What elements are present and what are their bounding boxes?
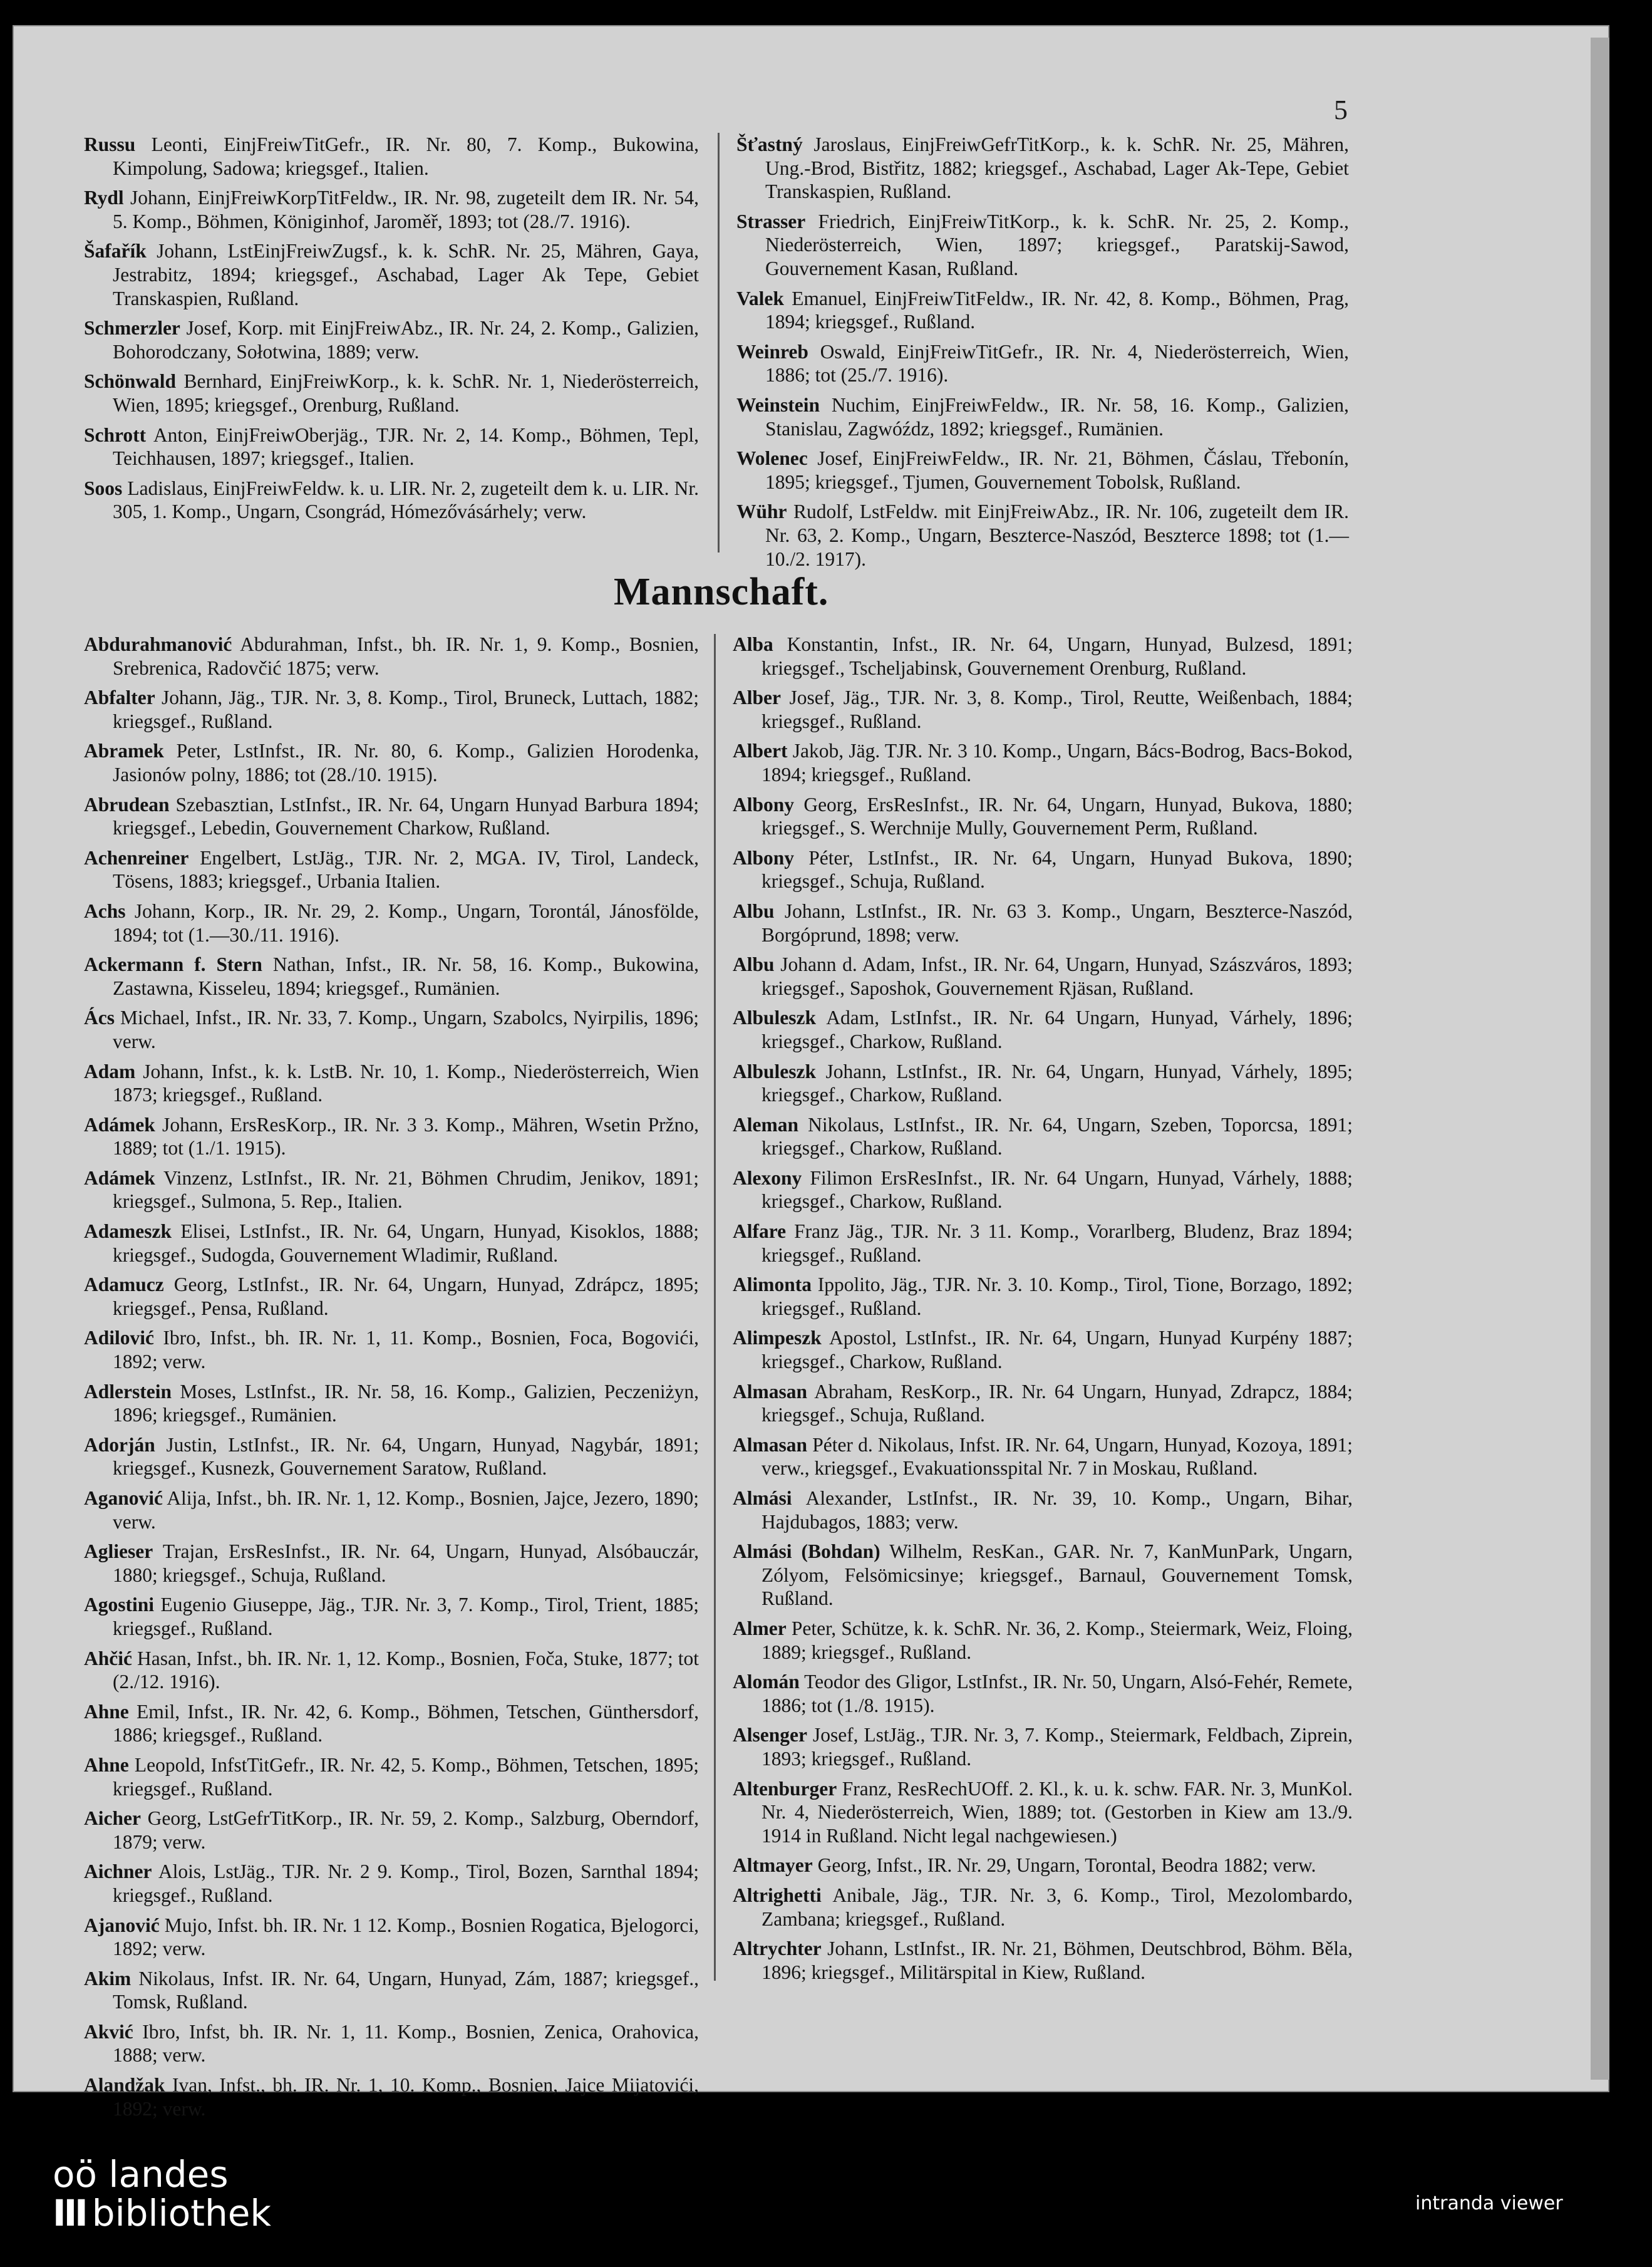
viewer-label[interactable]: intranda viewer [1415, 2192, 1563, 2214]
entry-details: Ibro, Infst, bh. IR. Nr. 1, 11. Komp., Bosnien, Zenica, Orahovica, 1888; verw. [113, 2020, 699, 2067]
entry-surname: Alber [733, 687, 781, 709]
register-entry [733, 1723, 1353, 1770]
entry-surname: Albuleszk [733, 1060, 817, 1082]
register-entry [733, 953, 1353, 1000]
entry-details: Adam, LstInfst., IR. Nr. 64 Ungarn, Hunyad, Várhely, 1896; kriegsgef., Charkow, Rußland. [761, 1007, 1353, 1052]
register-entry [84, 1220, 699, 1267]
entry-surname: Altmayer [733, 1854, 813, 1877]
register-entry [84, 316, 699, 363]
entry-surname: Abramek [84, 740, 164, 762]
entry-details: Johann, LstEinjFreiwZugsf., k. k. SchR. Nr. 25, Mähren, Gaya, Jestrabitz, 1894; kriegsgef., Aschabad, Lager Ak Tepe, Gebiet Transkaspien, Rußland. [113, 240, 699, 309]
register-entry [84, 633, 699, 680]
column-divider [714, 634, 716, 1981]
entry-surname: Altrighetti [733, 1884, 822, 1906]
entry-details: Johann, Jäg., TJR. Nr. 3, 8. Komp., Tirol, Bruneck, Luttach, 1882; kriegsgef., Rußland. [113, 687, 699, 732]
register-entry [733, 1617, 1353, 1664]
entry-surname: Albu [733, 900, 775, 922]
register-entry [733, 1166, 1353, 1213]
entry-details: Georg, Infst., IR. Nr. 29, Ungarn, Torontal, Beodra 1882; verw. [812, 1854, 1316, 1877]
register-entry [733, 1273, 1353, 1320]
entry-details: Filimon ErsResInfst., IR. Nr. 64 Ungarn, Hunyad, Várhely, 1888; kriegsgef., Charkow, Rußland. [761, 1166, 1353, 1213]
entry-surname: Altrychter [733, 1938, 822, 1960]
entry-surname: Russu [84, 133, 136, 155]
entry-surname: Šafařík [84, 240, 147, 262]
entry-surname: Wolenec [736, 447, 808, 470]
entry-surname: Schrott [84, 423, 147, 446]
register-entry [733, 1884, 1353, 1931]
entry-details: Emil, Infst., IR. Nr. 42, 6. Komp., Böhmen, Tetschen, Günthersdorf, 1886; kriegsgef., Rußland. [113, 1700, 699, 1746]
register-entry [84, 1700, 699, 1747]
register-entry [733, 1486, 1353, 1533]
entry-surname: Valek [736, 287, 784, 309]
entry-surname: Aganović [84, 1487, 163, 1509]
entry-details: Konstantin, Infst., IR. Nr. 64, Ungarn, Hunyad, Bulzesd, 1891; kriegsgef., Tscheljabinsk, Gouvernement Orenburg, Rußland. [761, 633, 1353, 679]
entry-details: Ibro, Infst., bh. IR. Nr. 1, 11. Komp., Bosnien, Foca, Bogovići, 1892; verw. [113, 1327, 699, 1373]
entry-surname: Ahne [84, 1753, 129, 1776]
entry-surname: Albony [733, 793, 795, 816]
entry-details: Peter, Schütze, k. k. SchR. Nr. 36, 2. Komp., Steiermark, Weiz, Floing, 1889; kriegsgef., Rußland. [761, 1617, 1353, 1663]
officer-list-left-column [84, 133, 699, 559]
entry-details: Péter d. Nikolaus, Infst. IR. Nr. 64, Ungarn, Hunyad, Kozoya, 1891; verw., kriegsgef., Evakuationsspital Nr. 7 in Moskau, Rußland. [761, 1433, 1353, 1480]
entry-surname: Adorján [84, 1433, 155, 1456]
entry-surname: Abfalter [84, 687, 155, 709]
entry-surname: Abdurahmanović [84, 633, 232, 655]
entry-details: Josef, Jäg., TJR. Nr. 3, 8. Komp., Tirol, Reutte, Weißenbach, 1884; kriegsgef., Rußland. [761, 687, 1353, 732]
register-entry [733, 1113, 1353, 1160]
entry-details: Michael, Infst., IR. Nr. 33, 7. Komp., Ungarn, Szabolcs, Nyirpilis, 1896; verw. [113, 1007, 699, 1052]
register-entry [733, 1220, 1353, 1267]
register-entry [84, 1967, 699, 2014]
entry-surname: Adam [84, 1060, 136, 1082]
entry-details: Elisei, LstInfst., IR. Nr. 64, Ungarn, Hunyad, Kisoklos, 1888; kriegsgef., Sudogda, Gouvernement Wladimir, Rußland. [113, 1220, 699, 1266]
entry-details: Abraham, ResKorp., IR. Nr. 64 Ungarn, Hunyad, Zdrapcz, 1884; kriegsgef., Schuja, Rußland. [761, 1380, 1353, 1426]
page-number: 5 [1334, 95, 1348, 125]
entry-surname: Agostini [84, 1594, 155, 1616]
register-entry [84, 423, 699, 470]
entry-surname: Aicher [84, 1807, 141, 1830]
entry-surname: Achenreiner [84, 846, 189, 869]
entry-details: Franz Jäg., TJR. Nr. 3 11. Komp., Vorarlberg, Bludenz, Braz 1894; kriegsgef., Rußland. [761, 1220, 1353, 1266]
entry-surname: Weinstein [736, 393, 820, 416]
entry-surname: Soos [84, 477, 123, 499]
register-entry [733, 1777, 1353, 1848]
entry-details: Rudolf, LstFeldw. mit EinjFreiwAbz., IR. Nr. 106, zugeteilt dem IR. Nr. 63, 2. Komp., Ungarn, Beszterce-Naszód, Beszterce 1898; tot (1.—10./2. 1917). [765, 501, 1349, 570]
entry-details: Anibale, Jäg., TJR. Nr. 3, 6. Komp., Tirol, Mezolombardo, Zambana; kriegsgef., Rußland. [761, 1884, 1353, 1930]
entry-details: Anton, EinjFreiwOberjäg., TJR. Nr. 2, 14. Komp., Böhmen, Tepl, Teichhausen, 1897; kriegsgef., Italien. [113, 423, 699, 470]
register-entry [736, 393, 1349, 440]
register-entry [84, 1593, 699, 1640]
entry-details: Nathan, Infst., IR. Nr. 58, 16. Komp., Bukowina, Zastawna, Kisseleu, 1894; kriegsgef., Rumänien. [113, 953, 699, 999]
register-entry [84, 2020, 699, 2067]
entry-details: Moses, LstInfst., IR. Nr. 58, 16. Komp., Galizien, Peczeniżyn, 1896; kriegsgef., Rumänien. [113, 1380, 699, 1426]
register-entry [84, 239, 699, 310]
entry-surname: Albony [733, 846, 795, 869]
register-entry [84, 1273, 699, 1320]
entry-details: Johann, Infst., k. k. LstB. Nr. 10, 1. Komp., Niederösterreich, Wien 1873; kriegsgef., Rußland. [113, 1060, 699, 1106]
entry-surname: Albuleszk [733, 1007, 817, 1029]
register-entry [733, 1060, 1353, 1107]
entry-details: Nikolaus, LstInfst., IR. Nr. 64, Ungarn, Szeben, Toporcsa, 1891; kriegsgef., Charkow, Rußland. [761, 1113, 1353, 1159]
register-entry [84, 1540, 699, 1587]
register-entry [84, 133, 699, 180]
entry-surname: Ahne [84, 1700, 129, 1723]
entry-details: Nikolaus, Infst. IR. Nr. 64, Ungarn, Hunyad, Zám, 1887; kriegsgef., Tomsk, Rußland. [113, 1967, 699, 2013]
entry-details: Bernhard, EinjFreiwKorp., k. k. SchR. Nr. 1, Niederösterreich, Wien, 1895; kriegsgef., Orenburg, Rußland. [113, 370, 699, 416]
entry-surname: Alandžak [84, 2074, 165, 2097]
register-entry [84, 1647, 699, 1694]
entry-details: Abdurahman, Infst., bh. IR. Nr. 1, 9. Komp., Bosnien, Srebrenica, Radovčić 1875; verw. [113, 633, 699, 679]
entry-surname: Ács [84, 1007, 115, 1029]
entry-details: Friedrich, EinjFreiwTitKorp., k. k. SchR. Nr. 25, 2. Komp., Niederösterreich, Wien, 1897; kriegsgef., Paratskij-Sawod, Gouvernement Kasan, Rußland. [765, 210, 1349, 279]
entry-details: Johann, LstInfst., IR. Nr. 63 3. Komp., Ungarn, Beszterce-Naszód, Borgóprund, 1898; verw. [761, 900, 1353, 946]
entry-details: Teodor des Gligor, LstInfst., IR. Nr. 50, Ungarn, Alsó-Fehér, Remete, 1886; tot (1./8. 1915). [761, 1671, 1353, 1716]
register-entry [84, 846, 699, 893]
column-divider [718, 133, 720, 552]
entry-details: Ladislaus, EinjFreiwFeldw. k. u. LIR. Nr. 2, zugeteilt dem k. u. LIR. Nr. 305, 1. Komp., Ungarn, Csongrád, Hómezővásárhely; verw. [113, 477, 699, 523]
entry-details: Eugenio Giuseppe, Jäg., TJR. Nr. 3, 7. Komp., Tirol, Trient, 1885; kriegsgef., Rußland. [113, 1594, 699, 1639]
entry-details: Justin, LstInfst., IR. Nr. 64, Ungarn, Hunyad, Nagybár, 1891; kriegsgef., Kusnezk, Gouvernement Saratow, Rußland. [113, 1433, 699, 1480]
entry-surname: Albu [733, 953, 775, 976]
entry-surname: Akvić [84, 2020, 133, 2043]
register-entry [733, 1937, 1353, 1984]
register-entry [736, 500, 1349, 571]
entry-surname: Adamucz [84, 1274, 164, 1296]
register-entry [84, 1807, 699, 1854]
entry-details: Oswald, EinjFreiwTitGefr., IR. Nr. 4, Niederösterreich, Wien, 1886; tot (25./7. 1916). [765, 340, 1349, 386]
register-entry [84, 1113, 699, 1160]
register-entry [84, 186, 699, 233]
entry-surname: Almási (Bohdan) [733, 1540, 880, 1563]
entry-details: Peter, LstInfst., IR. Nr. 80, 6. Komp., Galizien Horodenka, Jasionów polny, 1886; tot (28./10. 1915). [113, 740, 699, 786]
register-entry [84, 1753, 699, 1800]
logo-line-2: bibliothek [91, 2192, 271, 2234]
entry-surname: Alsenger [733, 1724, 807, 1746]
entry-details: Leopold, InfstTitGefr., IR. Nr. 42, 5. Komp., Böhmen, Tetschen, 1895; kriegsgef., Rußland. [113, 1753, 699, 1800]
logo-line-1: oö landes [53, 2153, 229, 2196]
entry-details: Emanuel, EinjFreiwTitFeldw., IR. Nr. 42, 8. Komp., Böhmen, Prag, 1894; kriegsgef., Rußland. [765, 287, 1349, 333]
entry-details: Wilhelm, ResKan., GAR. Nr. 7, KanMunPark, Ungarn, Zólyom, Felsömicsinye; kriegsgef., Barnaul, Gouvernement Tomsk, Rußland. [761, 1540, 1353, 1610]
register-entry [84, 2073, 699, 2120]
register-entry [733, 739, 1353, 786]
register-entry [84, 370, 699, 417]
entry-surname: Alimpeszk [733, 1327, 822, 1349]
entry-surname: Almasan [733, 1433, 808, 1456]
entry-details: Johann, LstInfst., IR. Nr. 21, Böhmen, Deutschbrod, Böhm. Běla, 1896; kriegsgef., Militärspital in Kiew, Rußland. [761, 1938, 1353, 1983]
entry-surname: Alba [733, 633, 773, 655]
officer-list-right-column [736, 133, 1349, 570]
register-entry [733, 793, 1353, 840]
entry-surname: Adilović [84, 1327, 155, 1349]
entry-details: Vinzenz, LstInfst., IR. Nr. 21, Böhmen Chrudim, Jenikov, 1891; kriegsgef., Sulmona, 5. Rep., Italien. [113, 1166, 699, 1213]
entry-surname: Abrudean [84, 793, 170, 816]
register-entry [736, 133, 1349, 204]
register-entry [84, 793, 699, 840]
entry-details: Trajan, ErsResInfst., IR. Nr. 64, Ungarn, Hunyad, Alsóbauczár, 1880; kriegsgef., Schuja, Rußland. [113, 1540, 699, 1586]
entry-surname: Akim [84, 1967, 132, 1989]
register-entry [733, 1433, 1353, 1480]
entry-surname: Almasan [733, 1380, 808, 1403]
entry-surname: Alfare [733, 1220, 787, 1243]
entry-details: Nuchim, EinjFreiwFeldw., IR. Nr. 58, 16. Komp., Galizien, Stanislau, Zagwóźdz, 1892; kriegsgef., Rumänien. [765, 393, 1349, 440]
entry-surname: Ajanović [84, 1914, 160, 1936]
register-entry [84, 739, 699, 786]
mannschaft-left-column [84, 633, 699, 2120]
entry-surname: Adámek [84, 1166, 155, 1189]
entry-details: Ivan, Infst., bh. IR. Nr. 1, 10. Komp., Bosnien, Jajce Mijatovići, 1892; verw. [113, 2074, 699, 2120]
register-entry [84, 1166, 699, 1213]
entry-surname: Alexony [733, 1166, 802, 1189]
register-entry [84, 1326, 699, 1373]
register-entry [733, 1006, 1353, 1053]
entry-details: Johann, LstInfst., IR. Nr. 64, Ungarn, Hunyad, Várhely, 1895; kriegsgef., Charkow, Rußland. [761, 1060, 1353, 1106]
register-entry [736, 340, 1349, 387]
register-entry [84, 1060, 699, 1107]
entry-details: Johann, Korp., IR. Nr. 29, 2. Komp., Ungarn, Torontál, Jánosfölde, 1894; tot (1.—30./11. 1916). [113, 900, 699, 946]
entry-details: Ippolito, Jäg., TJR. Nr. 3. 10. Komp., Tirol, Tione, Borzago, 1892; kriegsgef., Rußland. [761, 1274, 1353, 1319]
entry-surname: Rydl [84, 187, 124, 209]
register-entry [733, 633, 1353, 680]
entry-surname: Adámek [84, 1113, 155, 1136]
entry-surname: Aichner [84, 1860, 152, 1883]
register-entry [733, 1670, 1353, 1717]
register-entry [733, 846, 1353, 893]
register-entry [736, 287, 1349, 334]
register-entry [733, 900, 1353, 947]
entry-details: Mujo, Infst. bh. IR. Nr. 1 12. Komp., Bosnien Rogatica, Bjelogorci, 1892; verw. [113, 1914, 699, 1960]
entry-details: Hasan, Infst., bh. IR. Nr. 1, 12. Komp., Bosnien, Foča, Stuke, 1877; tot (2./12. 1916). [113, 1647, 699, 1693]
register-entry [736, 447, 1349, 494]
register-entry [736, 210, 1349, 281]
entry-surname: Schönwald [84, 370, 177, 393]
page-edge [1591, 38, 1609, 2080]
entry-details: Georg, LstInfst., IR. Nr. 64, Ungarn, Hunyad, Zdrápcz, 1895; kriegsgef., Pensa, Rußland. [113, 1274, 699, 1319]
entry-details: Szebasztian, LstInfst., IR. Nr. 64, Ungarn Hunyad Barbura 1894; kriegsgef., Lebedin, Gouvernement Charkow, Rußland. [113, 793, 699, 839]
mannschaft-right-column [733, 633, 1353, 1992]
entry-details: Jakob, Jäg. TJR. Nr. 3 10. Komp., Ungarn, Bács-Bodrog, Bacs-Bokod, 1894; kriegsgef., Rußland. [761, 740, 1353, 786]
register-entry [84, 1433, 699, 1480]
section-heading: Mannschaft. [614, 571, 829, 613]
entry-details: Alois, LstJäg., TJR. Nr. 2 9. Komp., Tirol, Bozen, Sarnthal 1894; kriegsgef., Rußland. [113, 1860, 699, 1906]
entry-surname: Ahčić [84, 1647, 132, 1669]
entry-surname: Altenburger [733, 1777, 837, 1800]
entry-surname: Schmerzler [84, 317, 180, 340]
entry-surname: Almási [733, 1487, 792, 1509]
entry-details: Péter, LstInfst., IR. Nr. 64, Ungarn, Hunyad Bukova, 1890; kriegsgef., Schuja, Rußland. [761, 846, 1353, 893]
register-entry [84, 477, 699, 524]
register-entry [84, 1006, 699, 1053]
register-entry [733, 1326, 1353, 1373]
register-entry [84, 1860, 699, 1907]
library-logo[interactable] [53, 2155, 271, 2233]
entry-details: Johann, EinjFreiwKorpTitFeldw., IR. Nr. 98, zugeteilt dem IR. Nr. 54, 5. Komp., Böhmen, Königinhof, Jaroměř, 1893; tot (28./7. 1916). [113, 187, 699, 232]
entry-surname: Strasser [736, 210, 806, 232]
entry-surname: Alomán [733, 1671, 800, 1693]
entry-surname: Adlerstein [84, 1380, 172, 1403]
entry-details: Josef, EinjFreiwFeldw., IR. Nr. 21, Böhmen, Čáslau, Třebonín, 1895; kriegsgef., Tjumen, Gouvernement Tobolsk, Rußland. [765, 447, 1349, 493]
entry-surname: Adameszk [84, 1220, 172, 1243]
entry-details: Apostol, LstInfst., IR. Nr. 64, Ungarn, Hunyad Kurpény 1887; kriegsgef., Charkow, Rußland. [761, 1327, 1353, 1373]
entry-details: Josef, LstJäg., TJR. Nr. 3, 7. Komp., Steiermark, Feldbach, Ziprein, 1893; kriegsgef., Rußland. [761, 1724, 1353, 1770]
entry-details: Georg, ErsResInfst., IR. Nr. 64, Ungarn, Hunyad, Bukova, 1880; kriegsgef., S. Werchnije Mully, Gouvernement Perm, Rußland. [761, 793, 1353, 839]
entry-details: Franz, ResRechUOff. 2. Kl., k. u. k. schw. FAR. Nr. 3, MunKol. Nr. 4, Niederösterreich, Wien, 1889; tot. (Gestorben in Kiew am 13./9. 1914 in Rußland. Nicht legal nachgewiesen.) [761, 1777, 1353, 1847]
register-entry [84, 1486, 699, 1533]
entry-surname: Wühr [736, 501, 787, 523]
entry-details: Jaroslaus, EinjFreiwGefrTitKorp., k. k. SchR. Nr. 25, Mähren, Ung.-Brod, Bistřitz, 1882; kriegsgef., Aschabad, Lager Ak-Tepe, Gebiet Transkaspien, Rußland. [765, 133, 1349, 203]
entry-details: Johann, ErsResKorp., IR. Nr. 3 3. Komp., Mähren, Wsetin Pržno, 1889; tot (1./1. 1915). [113, 1113, 699, 1159]
register-entry [733, 1540, 1353, 1611]
register-entry [733, 1380, 1353, 1427]
entry-surname: Almer [733, 1617, 787, 1639]
entry-surname: Weinreb [736, 340, 808, 363]
entry-details: Engelbert, LstJäg., TJR. Nr. 2, MGA. IV, Tirol, Landeck, Tösens, 1883; kriegsgef., Urbania Italien. [113, 846, 699, 893]
register-entry [84, 953, 699, 1000]
entry-details: Alexander, LstInfst., IR. Nr. 39, 10. Komp., Ungarn, Bihar, Hajdubagos, 1883; verw. [761, 1487, 1353, 1533]
entry-surname: Aleman [733, 1113, 798, 1136]
entry-details: Johann d. Adam, Infst., IR. Nr. 64, Ungarn, Hunyad, Szászváros, 1893; kriegsgef., Saposhok, Gouvernement Rjäsan, Rußland. [761, 953, 1353, 999]
entry-surname: Achs [84, 900, 126, 922]
entry-surname: Aglieser [84, 1540, 153, 1563]
entry-surname: Šťastný [736, 133, 803, 155]
register-entry [84, 1380, 699, 1427]
entry-details: Leonti, EinjFreiwTitGefr., IR. Nr. 80, 7. Komp., Bukowina, Kimpolung, Sadowa; kriegsgef., Italien. [113, 133, 699, 179]
entry-details: Georg, LstGefrTitKorp., IR. Nr. 59, 2. Komp., Salzburg, Oberndorf, 1879; verw. [113, 1807, 699, 1853]
entry-details: Josef, Korp. mit EinjFreiwAbz., IR. Nr. 24, 2. Komp., Galizien, Bohorodczany, Sołotwina, 1889; verw. [113, 317, 699, 363]
register-entry [84, 900, 699, 947]
register-entry [733, 1854, 1353, 1877]
entry-surname: Ackermann f. Stern [84, 953, 262, 976]
logo-bars-icon: III [53, 2192, 86, 2234]
entry-details: Alija, Infst., bh. IR. Nr. 1, 12. Komp., Bosnien, Jajce, Jezero, 1890; verw. [113, 1487, 699, 1533]
entry-surname: Albert [733, 740, 788, 762]
register-entry [84, 686, 699, 733]
register-entry [84, 1914, 699, 1961]
register-entry [733, 686, 1353, 733]
entry-surname: Alimonta [733, 1274, 812, 1296]
